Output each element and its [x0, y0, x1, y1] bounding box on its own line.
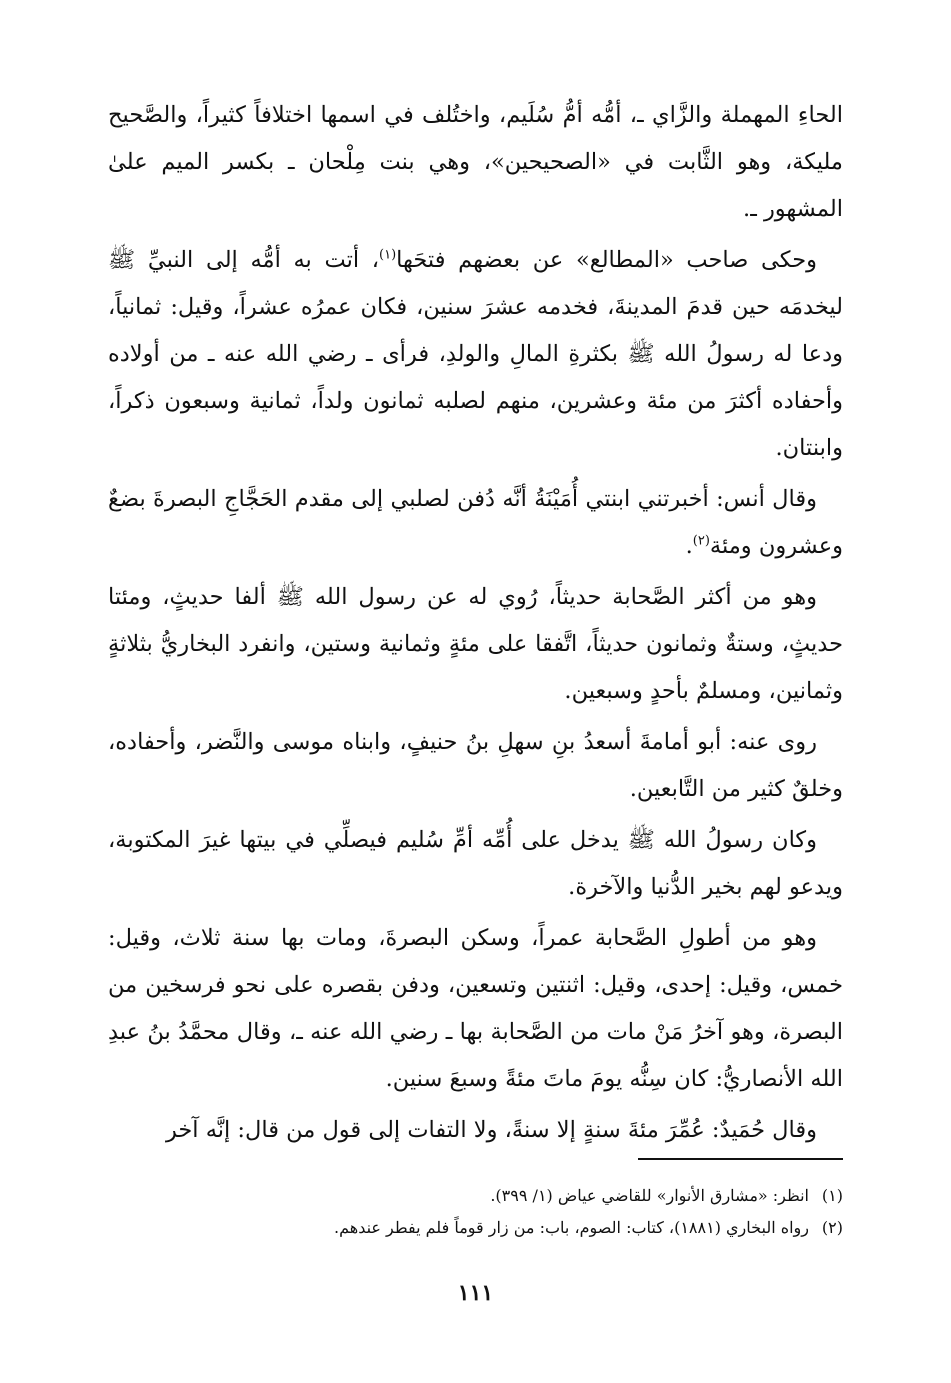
footnote-2-number: (٢)	[821, 1218, 843, 1237]
footnote-2	[108, 1212, 843, 1244]
paragraph-5	[108, 719, 843, 813]
footnote-1-number: (١)	[821, 1186, 843, 1205]
paragraph-2	[108, 237, 843, 472]
footnotes	[108, 1180, 843, 1244]
paragraph-7-text: وهو من أطولِ الصَّحابة عمراً، وسكن البصرةَ، ومات بها سنة ثلاث، وقيل: خمس، وقيل: إحدى، وقيل: اثنتين وتسعين، ودفن بقصره على نحو فرسخين من البصرة، وهو آخرُ مَنْ مات من الصَّحابة بها ـ رضي الله عنه ـ، وقال محمَّدُ بنُ عبدِ الله الأنصاريُّ: كان سِنُّه يومَ ماتَ مئةً وسبعَ سنين.	[108, 925, 843, 1092]
footnote-divider	[638, 1158, 843, 1160]
footnote-1-text: انظر: «مشارق الأنوار» للقاضي عياض (١/ ٣٩٩).	[490, 1186, 809, 1205]
paragraph-3	[108, 476, 843, 570]
paragraph-2-text: وحكى صاحب «المطالع» عن بعضهم فتحَها	[396, 247, 817, 273]
paragraph-6-text: وكان رسولُ الله ﷺ يدخل على أُمِّه أمِّ سُليم فيصلِّي في بيتها غيرَ المكتوبة، ويدعو لهم بخير الدُّنيا والآخرة.	[108, 827, 843, 900]
paragraph-8-text: وقال حُمَيدٌ: عُمِّرَ مئةَ سنةٍ إلا سنةً، ولا التفات إلى قول من قال: إنَّه آخر	[165, 1117, 817, 1143]
paragraph-5-text: روى عنه: أبو أمامةَ أسعدُ بنِ سهلِ بنُ حنيفٍ، وابناه موسى والنَّضر، وأحفاده، وخلقٌ كثير من التَّابعين.	[108, 729, 843, 802]
paragraph-6	[108, 817, 843, 911]
page-number: ١١١	[457, 1280, 494, 1306]
paragraph-3-text: وقال أنس: أخبرتني ابنتي أُمَيْنَةُ أنَّه دُفن لصلبي إلى مقدم الحَجَّاجِ البصرةَ بضعٌ وعشرون ومئة	[108, 486, 843, 559]
main-text	[108, 92, 843, 1158]
paragraph-3-text-after: .	[685, 533, 693, 559]
paragraph-1-text: الحاءِ المهملة والزَّاي ـ، أمُّه أمُّ سُلَيم، واختُلف في اسمها اختلافاً كثيراً، والصَّحيح مليكة، وهو الثَّابت في «الصحيحين»، وهي بنت مِلْحان ـ بكسر الميم علىٰ المشهور ـ.	[108, 102, 843, 222]
footnote-ref-1[interactable]: (١)	[379, 247, 397, 263]
footnote-1	[108, 1180, 843, 1212]
paragraph-4	[108, 574, 843, 715]
paragraph-1	[108, 92, 843, 233]
paragraph-8	[108, 1107, 843, 1154]
footnote-ref-2[interactable]: (٢)	[692, 533, 710, 549]
paragraph-2-text-after: ، أتت به أمُّه إلى النبيِّ ﷺ ليخدمَه حين قدمَ المدينةَ، فخدمه عشرَ سنين، فكان عمرُه عشراً، وقيل: ثمانياً، ودعا له رسولُ الله ﷺ بكثرةِ المالِ والولدِ، فرأى ـ رضي الله عنه ـ من أولاده وأحفاده أكثرَ من مئة وعشرين، منهم لصلبه ثمانون ولداً، ثمانية وسبعون ذكراً، وابنتان.	[108, 247, 843, 461]
paragraph-4-text: وهو من أكثر الصَّحابة حديثاً، رُوي له عن رسول الله ﷺ ألفا حديثٍ، ومئتا حديثٍ، وستةٌ وثمانون حديثاً، اتَّفقا على مئةٍ وثمانية وستين، وانفرد البخاريُّ بثلاثةٍ وثمانين، ومسلمٌ بأحدٍ وسبعين.	[108, 584, 843, 704]
paragraph-7	[108, 915, 843, 1103]
footnote-2-text: رواه البخاري (١٨٨١)، كتاب: الصوم، باب: من زار قوماً فلم يفطر عندهم.	[334, 1218, 809, 1237]
